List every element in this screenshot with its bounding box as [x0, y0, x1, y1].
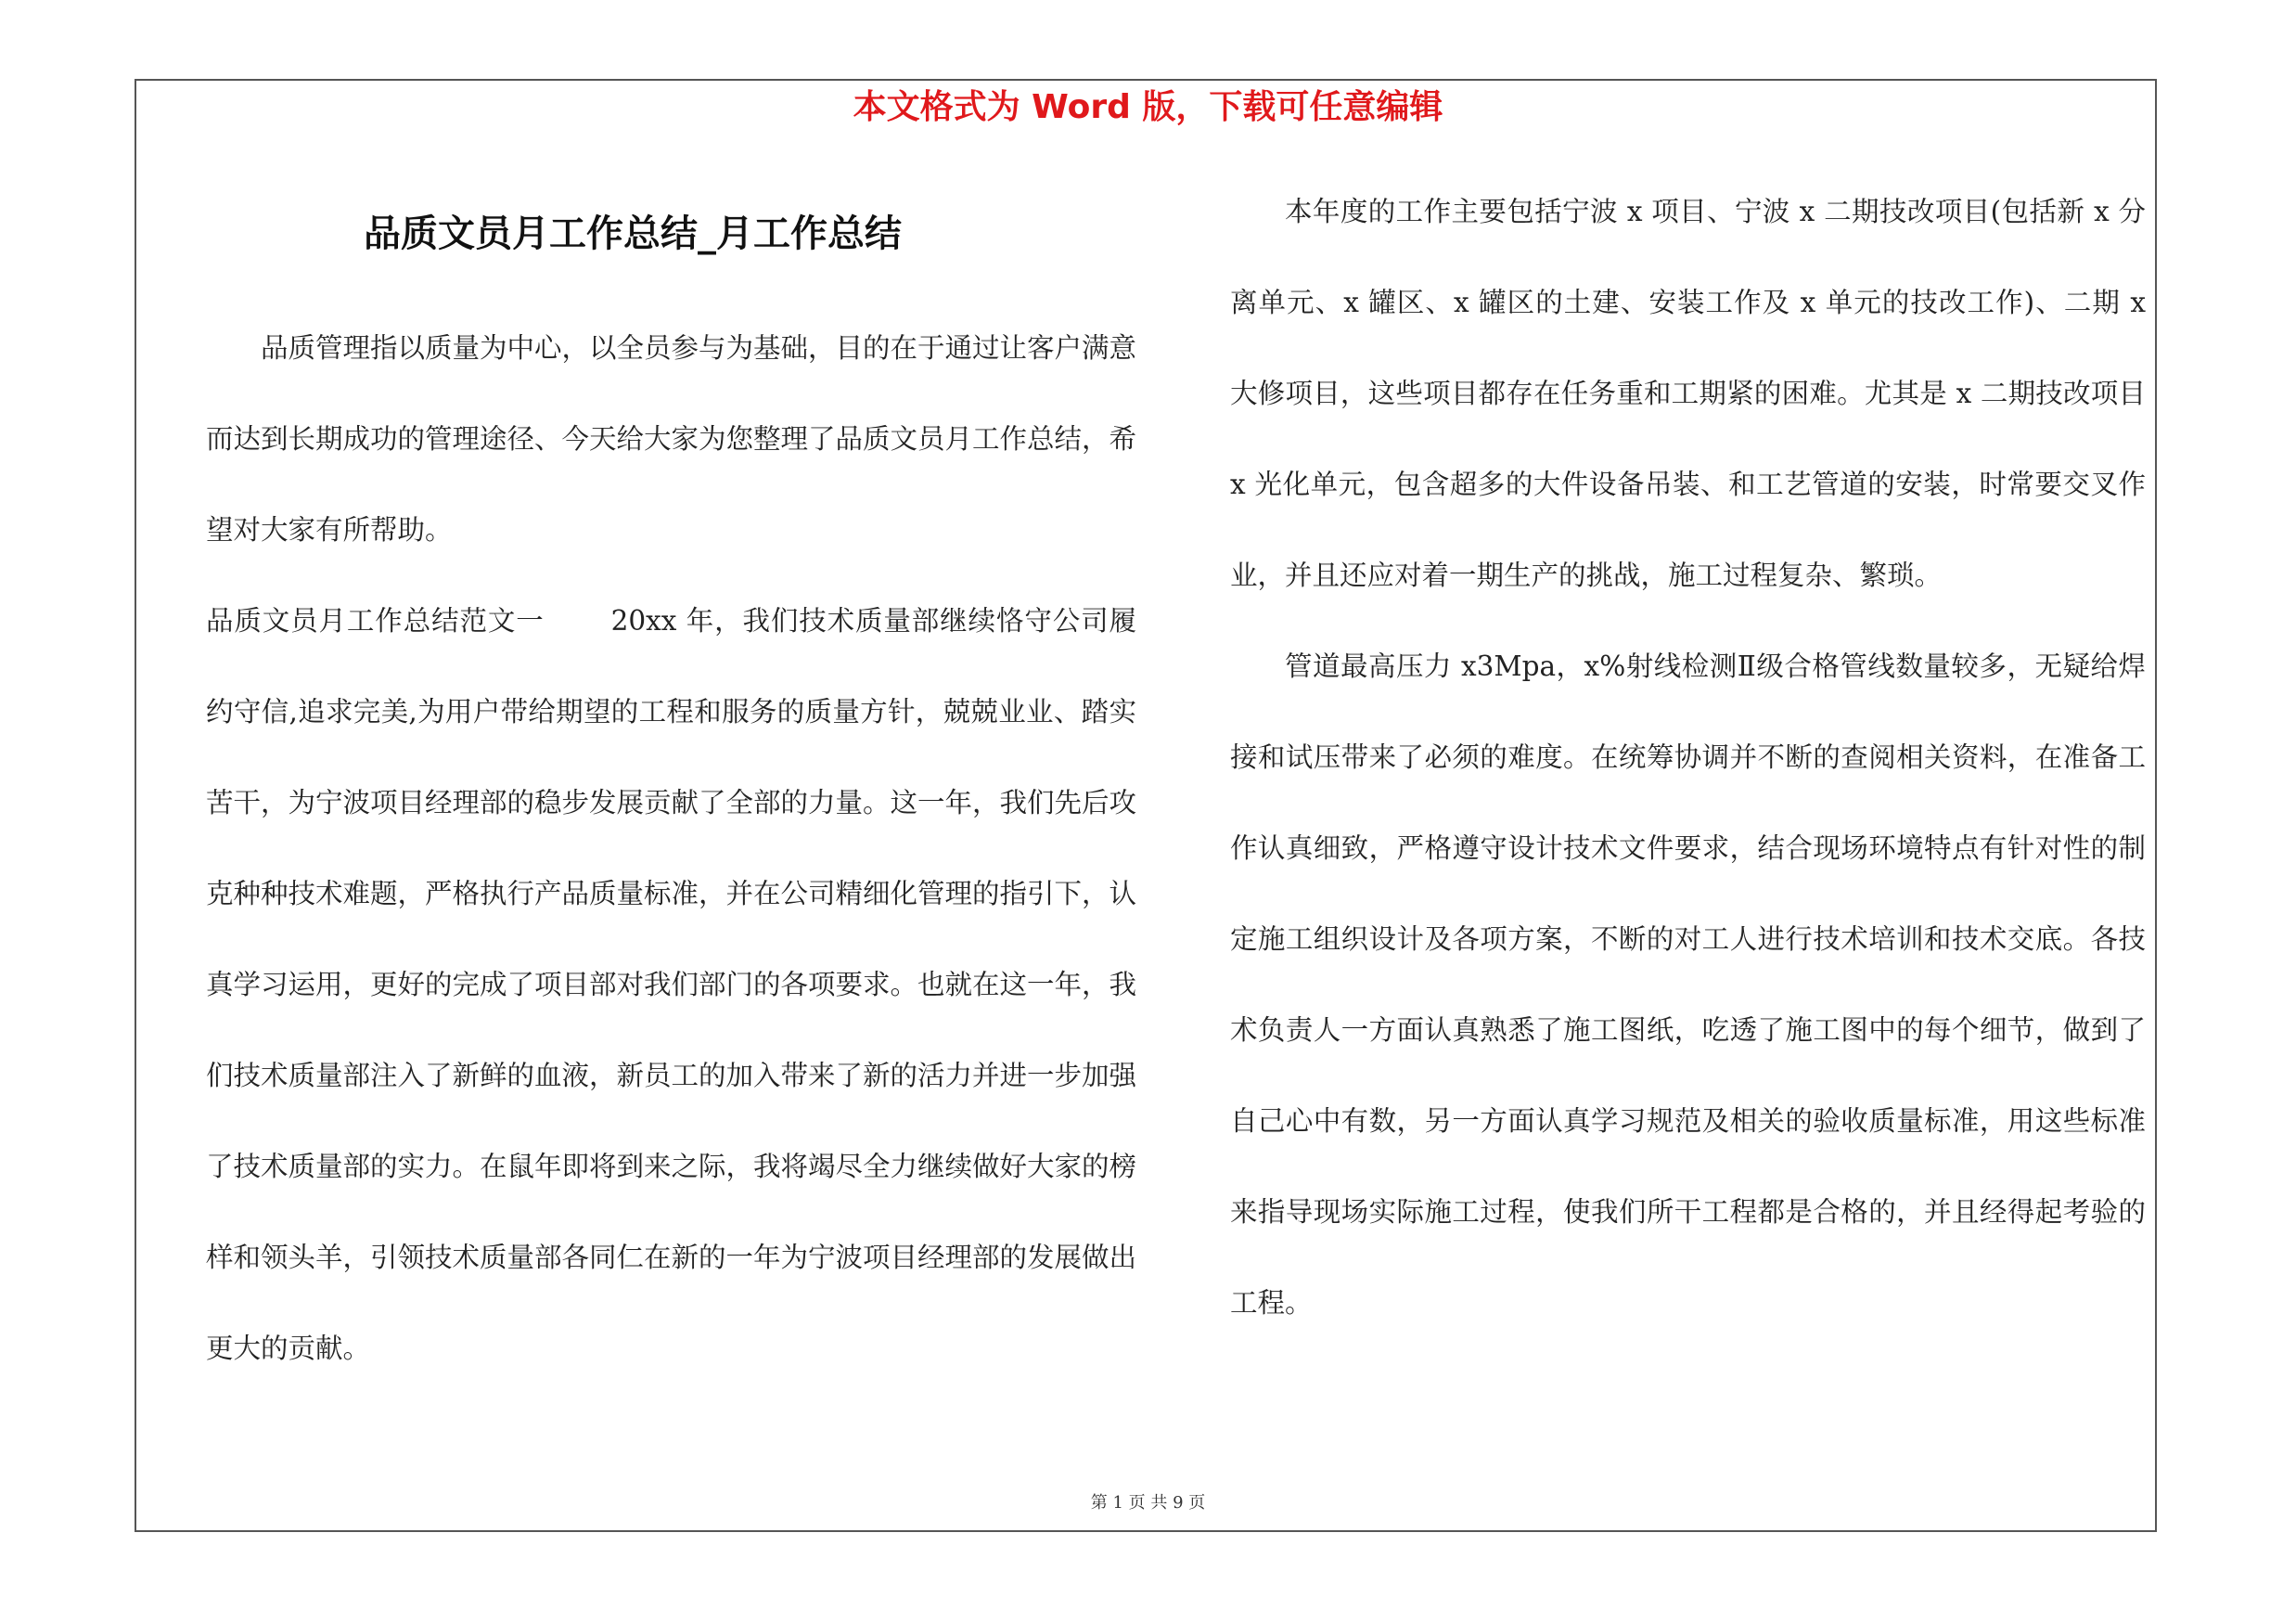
page-number: 第 1 页 共 9 页	[1090, 1493, 1206, 1513]
right-column	[1230, 166, 2146, 1348]
sample-label: 品质文员月工作总结范文一	[206, 605, 545, 637]
summary-paragraph-1: 20xx 年，我们技术质量部继续恪守公司履约守信,追求完美,为用户带给期望的工程和服务的质量方针，兢兢业业、踏实苦干，为宁波项目经理部的稳步发展贡献了全部的力量。这一年，我们先后攻克种种技术难题，严格执行产品质量标准，并在公司精细化管理的指引下，认真学习运用，更好的完成了项目部对我们部门的各项要求。也就在这一年，我们技术质量部注入了新鲜的血液，新员工的加入带来了新的活力并进一步加强了技术质量部的实力。在鼠年即将到来之际，我将竭尽全力继续做好大家的榜样和领头羊，引领技术质量部各同仁在新的一年为宁波项目经理部的发展做出更大的贡献。	[206, 605, 1137, 1364]
summary-paragraph-3: 管道最高压力 x3Mpa，x%射线检测Ⅱ级合格管线数量较多，无疑给焊接和试压带来了必须的难度。在统筹协调并不断的查阅相关资料，在准备工作认真细致，严格遵守设计技术文件要求，结合现场环境特点有针对性的制定施工组织设计及各项方案，不断的对工人进行技术培训和技术交底。各技术负责人一方面认真熟悉了施工图纸，吃透了施工图中的每个细节，做到了自己心中有数，另一方面认真学习规范及相关的验收质量标准，用这些标准来指导现场实际施工过程，使我们所干工程都是合格的，并且经得起考验的工程。	[1230, 650, 2146, 1319]
intro-paragraph: 品质管理指以质量为中心，以全员参与为基础，目的在于通过让客户满意而达到长期成功的管理途径、今天给大家为您整理了品质文员月工作总结，希望对大家有所帮助。	[206, 332, 1137, 546]
format-banner: 本文格式为 Word 版，下载可任意编辑	[853, 88, 1443, 126]
left-column	[206, 303, 1136, 1394]
sample-paragraph	[206, 575, 1136, 1394]
summary-paragraph-2: 本年度的工作主要包括宁波 x 项目、宁波 x 二期技改项目(包括新 x 分离单元、x 罐区、x 罐区的土建、安装工作及 x 单元的技改工作)、二期 x 大修项目，这些项目都存在任务重和工期紧的困难。尤其是 x 二期技改项目 x 光化单元，包含超多的大件设备吊装、和工艺管道的安装，时常要交叉作业，并且还应对着一期生产的挑战，施工过程复杂、繁琐。	[1230, 196, 2146, 591]
document-title: 品质文员月工作总结_月工作总结	[364, 213, 902, 255]
